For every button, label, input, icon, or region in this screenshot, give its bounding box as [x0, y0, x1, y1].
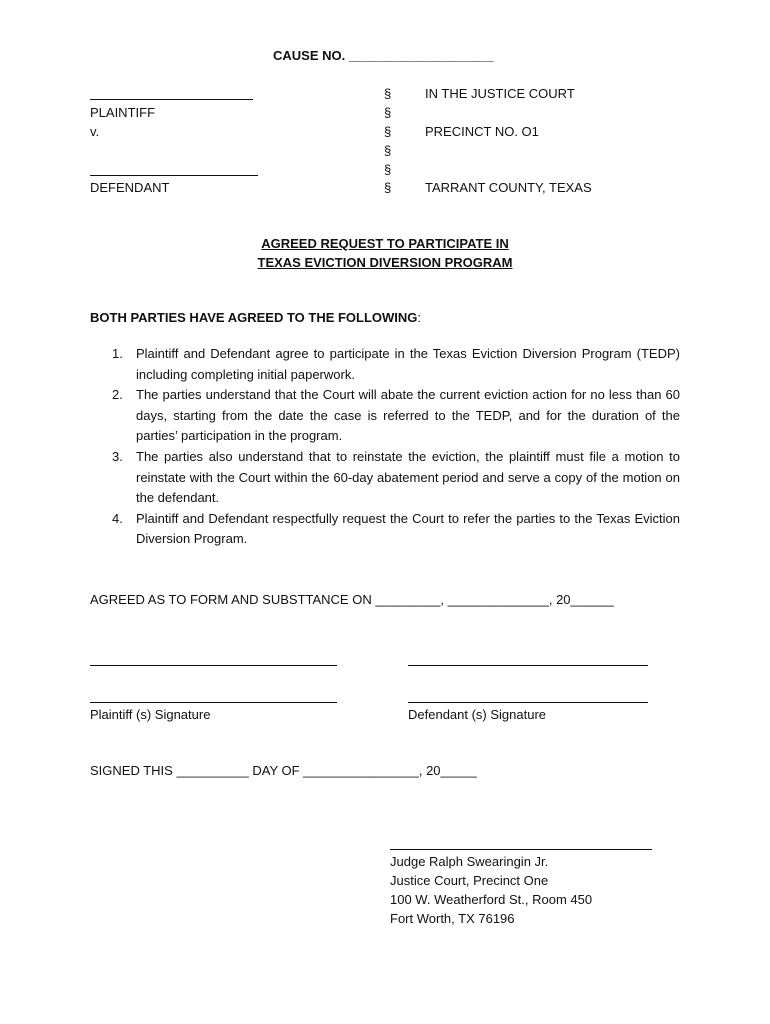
section-mark: § [384, 162, 392, 177]
list-item-number: 1. [112, 346, 123, 361]
cause-number: CAUSE NO. ____________________ [273, 48, 494, 63]
section-mark: § [384, 86, 392, 101]
plaintiff-signature-label: Plaintiff (s) Signature [90, 707, 211, 722]
section-mark: § [384, 105, 392, 120]
signed-date-line: SIGNED THIS __________ DAY OF ________________, 20_____ [90, 763, 477, 778]
document-title-line1: AGREED REQUEST TO PARTICIPATE IN [261, 236, 509, 251]
list-item-number: 2. [112, 387, 123, 403]
plaintiff-label: PLAINTIFF [90, 105, 156, 120]
plaintiff-signature-line-2 [90, 702, 337, 703]
defendant-name-line [90, 175, 258, 176]
plaintiff-signature-line-1 [90, 665, 337, 666]
judge-city: Fort Worth, TX 76196 [390, 911, 515, 926]
judge-block [390, 852, 592, 928]
versus-label: v. [90, 124, 100, 139]
judge-name: Judge Ralph Swearingin Jr. [390, 854, 549, 869]
agreed-date-line: AGREED AS TO FORM AND SUBSTTANCE ON _________, ______________, 20______ [90, 592, 614, 607]
list-item-text: The parties also understand that to reinstate the eviction, the plaintiff must file a motion to reinstate with the Court within the 60-day abatement period and serve a copy of the motion on the defendant. [136, 448, 680, 506]
list-item [112, 385, 680, 447]
list-item [112, 344, 680, 385]
defendant-signature-line-2 [408, 702, 648, 703]
section-mark: § [384, 124, 392, 139]
precinct-number: PRECINCT NO. O1 [425, 124, 539, 139]
defendant-signature-label: Defendant (s) Signature [408, 707, 547, 722]
judge-court: Justice Court, Precinct One [390, 873, 549, 888]
judge-signature-line [390, 849, 652, 850]
court-name: IN THE JUSTICE COURT [425, 86, 575, 101]
judge-address: 100 W. Weatherford St., Room 450 [390, 892, 593, 907]
list-item [112, 447, 680, 509]
list-item [112, 509, 680, 550]
section-mark: § [384, 143, 392, 158]
defendant-label: DEFENDANT [90, 180, 170, 195]
list-item-number: 4. [112, 510, 123, 526]
list-item-number: 3. [112, 448, 123, 464]
plaintiff-name-line [90, 99, 253, 100]
list-item-text: Plaintiff and Defendant agree to participate in the Texas Eviction Diversion Program (TEDP) including completing initial paperwork. [136, 346, 680, 382]
county-name: TARRANT COUNTY, TEXAS [425, 180, 592, 195]
agreement-heading-colon: : [417, 310, 422, 325]
list-item-text: The parties understand that the Court will abate the current eviction action for no less than 60 days, starting from the date the case is referred to the TEDP, and for the duration of the parties’ participation in the program. [136, 387, 680, 444]
agreement-heading [90, 310, 421, 325]
document-title-line2: TEXAS EVICTION DIVERSION PROGRAM [257, 255, 513, 270]
defendant-signature-line-1 [408, 665, 648, 666]
section-mark: § [384, 180, 392, 195]
list-item-text: Plaintiff and Defendant respectfully request the Court to refer the parties to the Texas Eviction Diversion Program. [136, 510, 680, 547]
agreement-list [90, 344, 680, 550]
agreement-heading-text: BOTH PARTIES HAVE AGREED TO THE FOLLOWING [90, 310, 418, 325]
